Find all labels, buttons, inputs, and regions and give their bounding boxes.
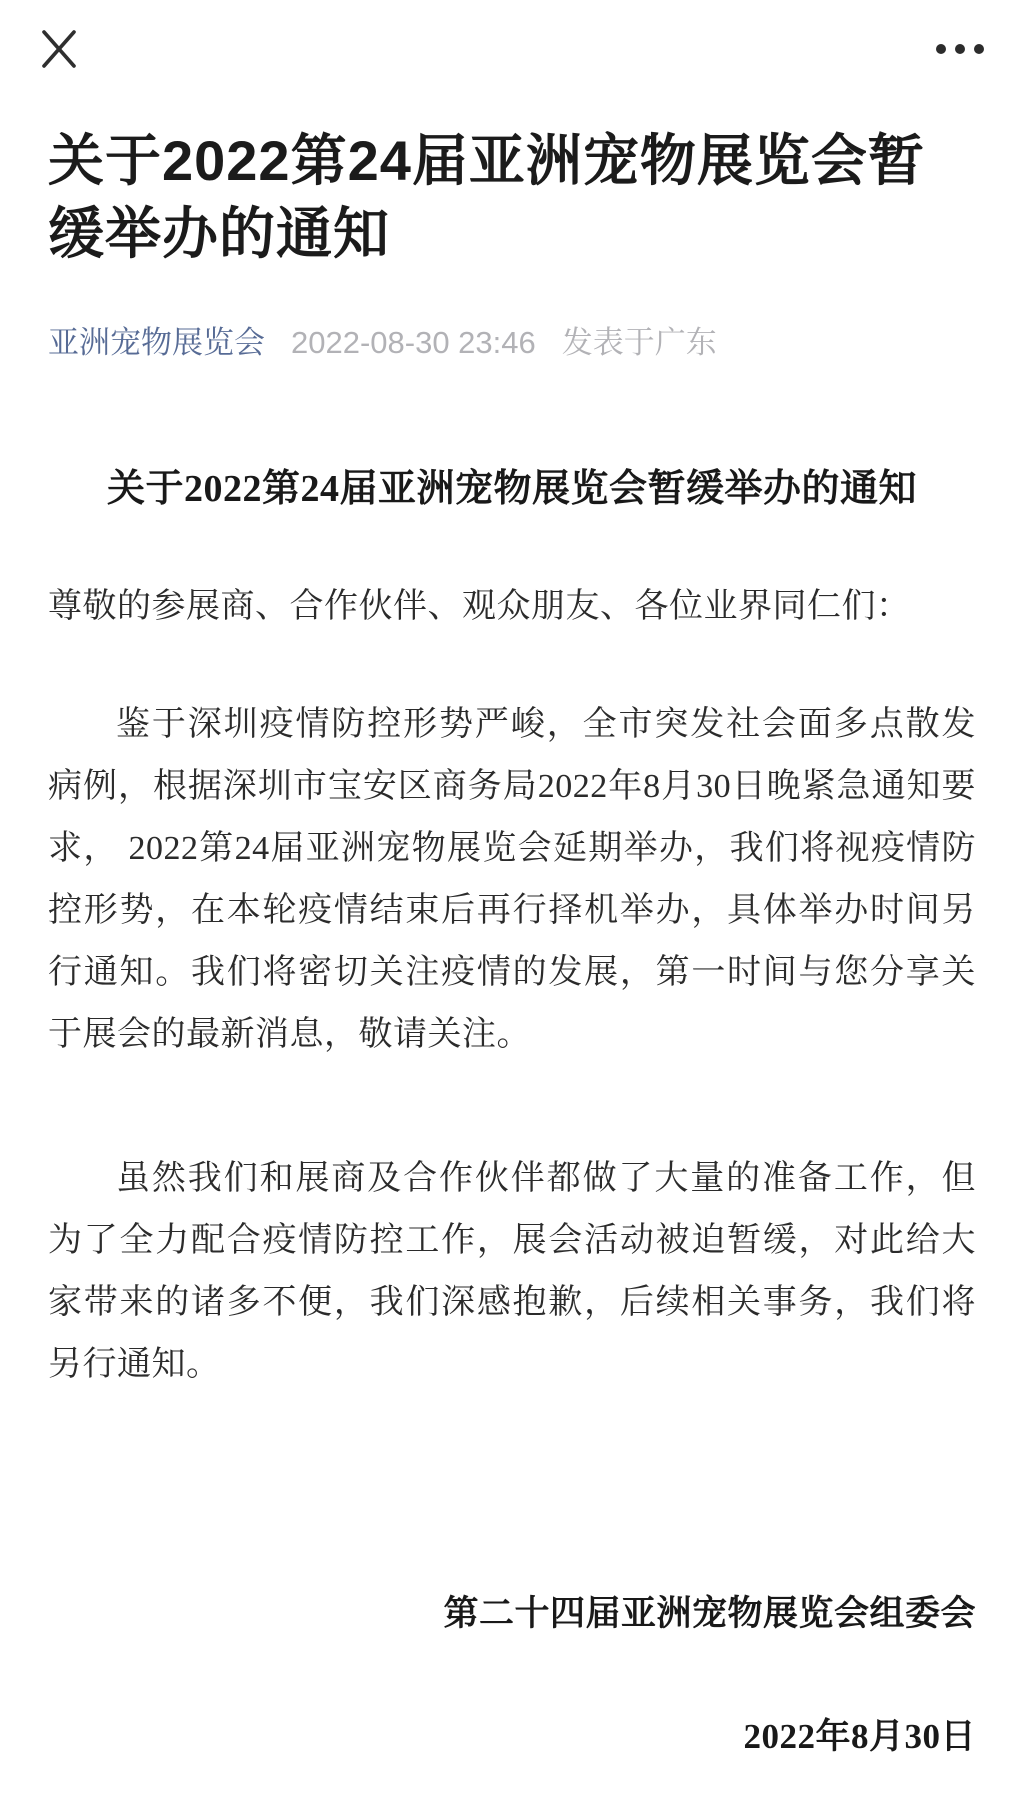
page-title: 关于2022第24届亚洲宠物展览会暂缓举办的通知 [48,129,925,265]
byline [48,322,976,364]
ellipsis-icon [936,44,984,54]
salutation-line: 尊敬的参展商、合作伙伴、观众朋友、各位业界同仁们： [48,588,911,625]
close-button[interactable] [40,24,88,74]
signature-date: 2022年8月30日 [743,1717,976,1756]
official-account-link[interactable]: 亚洲宠物展览会 [48,325,265,360]
top-bar [0,0,1024,74]
paragraph-2: 虽然我们和展商及合作伙伴都做了大量的准备工作，但为了全力配合疫情防控工作，展会活动被迫暂缓，对此给大家带来的诸多不便，我们深感抱歉，后续相关事务，我们将另行通知。 [48,1160,976,1383]
publish-location: 发表于广东 [561,325,717,360]
article-body [0,458,1024,1798]
paragraph-1: 鉴于深圳疫情防控形势严峻，全市突发社会面多点散发病例，根据深圳市宝安区商务局2022年8月30日晚紧急通知要求， 2022第24届亚洲宠物展览会延期举办，我们将视疫情防控形势，在本轮疫情结束后再行择机举办，具体举办时间另行通知。我们将密切关注疫情的发展，第一时间与您分享关于展会的最新消息，敬请关注。 [48,706,976,1053]
more-button[interactable] [934,38,986,60]
publish-datetime: 2022-08-30 23:46 [291,325,536,360]
close-icon [40,26,78,72]
signature-committee: 第二十四届亚洲宠物展览会组委会 [443,1594,976,1633]
article-heading: 关于2022第24届亚洲宠物展览会暂缓举办的通知 [106,468,917,510]
